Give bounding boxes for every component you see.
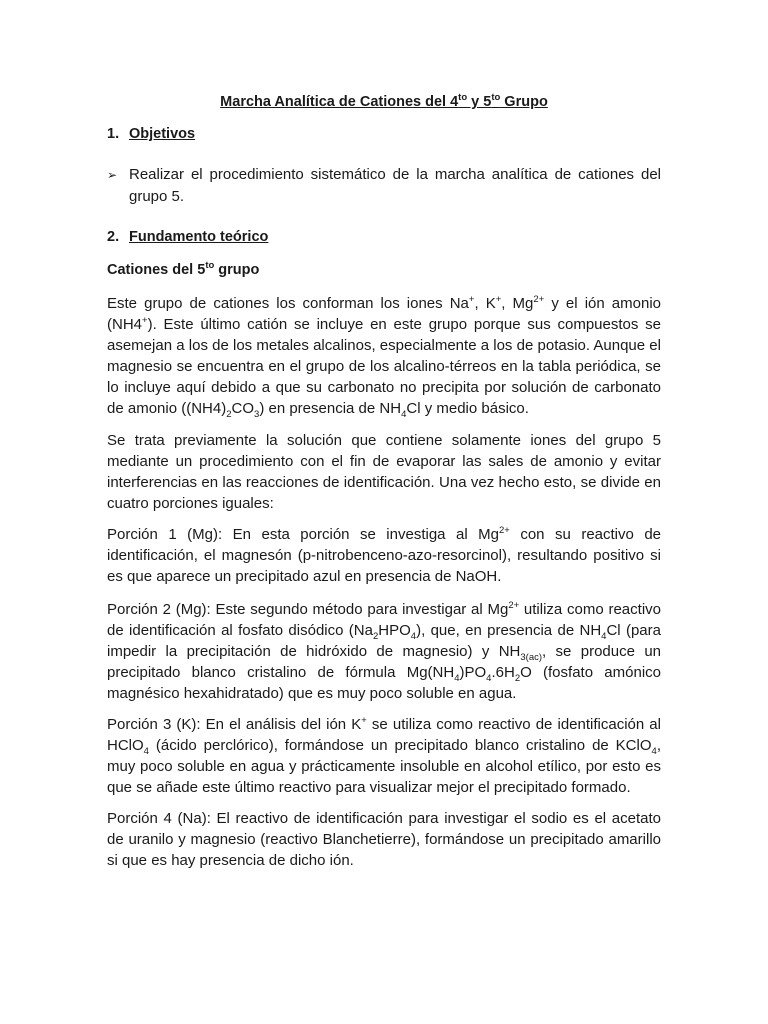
- arrow-bullet-icon: ➢: [107, 168, 118, 182]
- document-title: Marcha Analítica de Cationes del $4^{to}$ y $5^{to}$ Grupo: [220, 92, 548, 110]
- section-heading-fundamento: 2. Fundamento teórico: [107, 229, 269, 245]
- paragraph-procedure: Se trata previamente la solución que contiene solamente iones del grupo 5 mediante un procedimiento con el fin de evaporar las sales de amonio y evitar interferencias en las reacciones de identificación. Una vez hecho esto, se divide en cuatro porciones iguales:: [107, 432, 661, 512]
- paragraph-intro: Este grupo de cationes los conforman los iones Na+, K+, $Mg^{2+}$ y el ión amonio (NH4+). Este último catión se incluye en este grupo porque sus compuestos se asemejan a los de los metales alcalinos, especialmente a los de potasio. Aunque el magnesio se encuentra en el grupo de los alcalino-térreos en la tabla periódica, se lo incluye aquí debido a que su carbonato no precipita por solución de carbonato de amonio $((NH4)_2CO_3)$ en presencia de $NH_4Cl$ y medio básico.: [107, 294, 661, 420]
- paragraph-porcion-4: Porción 4 (Na): El reactivo de identificación para investigar el sodio es el acetato de uranilo y magnesio (reactivo Blanchetierre), formándose un precipitado amarillo si que es hay presencia de dicho ión.: [107, 810, 661, 869]
- objective-list-item: ➢ Realizar el procedimiento sistemático de la marcha analítica de cationes del grupo 5.: [107, 166, 661, 205]
- paragraph-porcion-3: Porción 3 (K): En el análisis del ión K+ se utiliza como reactivo de identificación al HClO$_4$ (ácido perclórico), formándose un precipitado blanco cristalino de KClO$_4$, muy poco soluble en agua y prácticamente insoluble en alcohol etílico, por esto es que se añade este último reactivo para visualizar mejor el precipitado formado.: [107, 715, 661, 796]
- paragraph-porcion-2: Porción 2 (Mg): Este segundo método para investigar al $Mg^{2+}$ utiliza como reactivo de identificación al fosfato disódico $(Na_2HPO_4)$, que, en presencia de $NH_4Cl$ (para impedir la precipitación de hidróxido de magnesio) y $NH_{3(ac)}$, se produce un precipitado blanco cristalino de fórmula $Mg(NH_4)PO_4.6H_2O$ (fosfato amónico magnésico hexahidratado) que es muy poco soluble en agua.: [107, 600, 662, 702]
- paragraph-porcion-1: Porción 1 (Mg): En esta porción se investiga al $Mg^{2+}$ con su reactivo de identificación, el magnesón (p-nitrobenceno-azo-resorcinol), resultando positivo si es que aparece un precipitado azul en presencia de NaOH.: [107, 525, 662, 585]
- subheading-cationes: Cationes del $5^{to}$ grupo: [107, 260, 260, 278]
- section-heading-objetivos: 1. Objetivos: [107, 126, 196, 142]
